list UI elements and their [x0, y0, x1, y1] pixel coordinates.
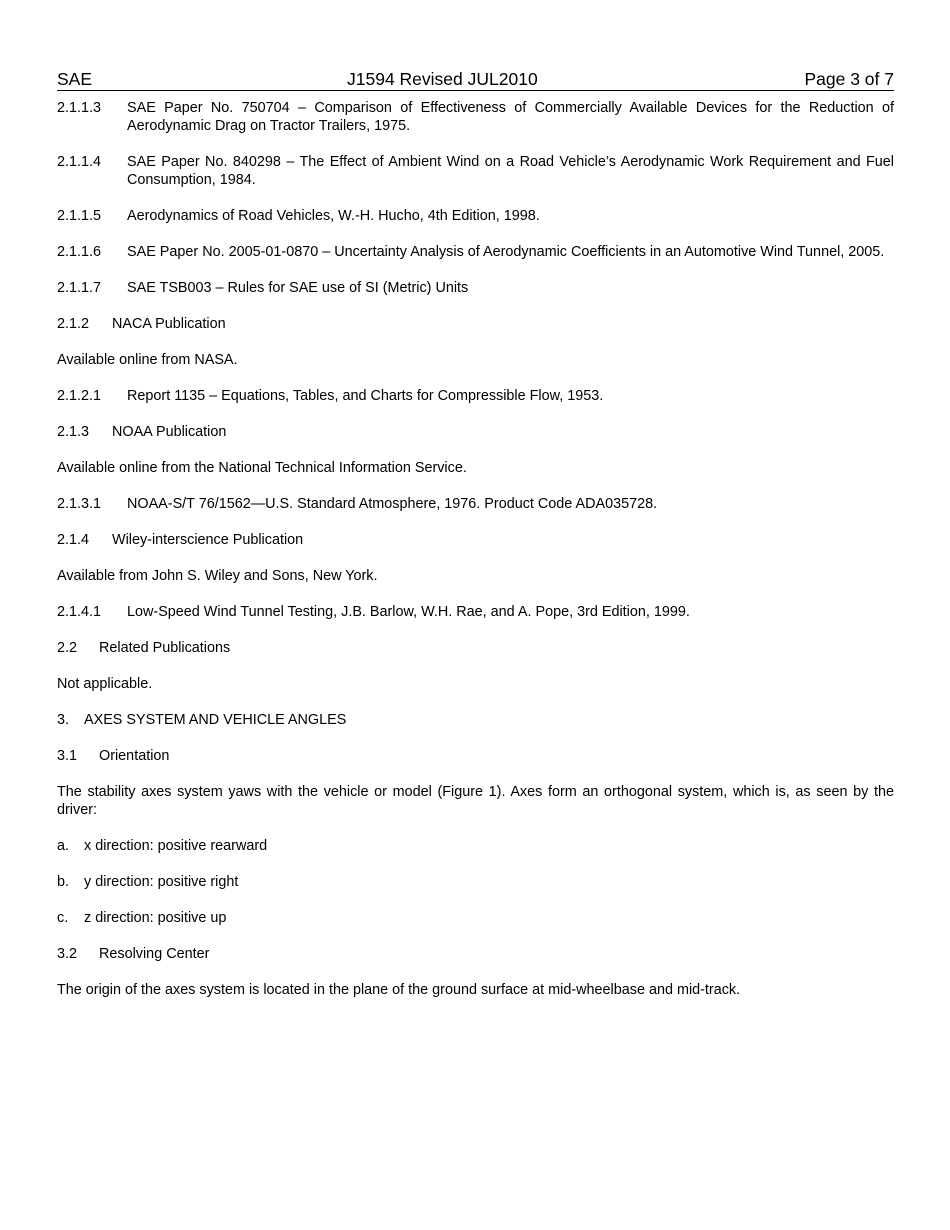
document-page — [57, 68, 894, 1017]
section-number: 2.1.1.4 — [57, 154, 102, 170]
section-heading — [57, 531, 894, 549]
section-text: Aerodynamics of Road Vehicles, W.-H. Hucho, 4th Edition, 1998. — [127, 208, 540, 224]
paragraph: Available online from the National Technical Information Service. — [57, 460, 467, 476]
section-heading — [57, 423, 894, 441]
section-title: NACA Publication — [112, 316, 226, 332]
header-page-number: Page 3 of 7 — [804, 69, 894, 89]
section-number: 2.1.1.6 — [57, 244, 102, 260]
section-title: AXES SYSTEM AND VEHICLE ANGLES — [84, 712, 347, 728]
section-number: 2.1.3.1 — [57, 496, 102, 512]
section-number: 2.2 — [57, 640, 78, 656]
list-item — [57, 873, 894, 891]
section-number: 2.1.4.1 — [57, 604, 102, 620]
section-text: Low-Speed Wind Tunnel Testing, J.B. Barlow, W.H. Rae, and A. Pope, 3rd Edition, 1999. — [127, 604, 690, 620]
reference-item — [57, 243, 894, 261]
reference-item — [57, 279, 894, 297]
page-header — [57, 68, 894, 91]
paragraph: Not applicable. — [57, 676, 153, 692]
list-marker: c. — [57, 910, 69, 926]
paragraph: The origin of the axes system is located in the plane of the ground surface at mid-wheelbase and mid-track. — [57, 982, 741, 998]
section-number: 3.1 — [57, 748, 78, 764]
section-number: 3. — [57, 712, 70, 728]
section-number: 2.1.2.1 — [57, 388, 102, 404]
header-doc-id: J1594 Revised JUL2010 — [347, 69, 538, 89]
reference-item — [57, 99, 894, 135]
list-text: x direction: positive rearward — [84, 838, 268, 854]
paragraph: The stability axes system yaws with the vehicle or model (Figure 1). Axes form an orthogonal system, which is, as seen by the driver: — [57, 784, 894, 818]
section-title: Resolving Center — [99, 946, 210, 962]
section-heading — [57, 711, 894, 729]
section-number: 2.1.1.5 — [57, 208, 102, 224]
section-title: Wiley-interscience Publication — [112, 532, 304, 548]
paragraph: Available online from NASA. — [57, 352, 238, 368]
reference-item — [57, 387, 894, 405]
section-title: NOAA Publication — [112, 424, 227, 440]
section-text: Report 1135 – Equations, Tables, and Charts for Compressible Flow, 1953. — [127, 388, 604, 404]
header-org: SAE — [57, 69, 93, 89]
list-marker: a. — [57, 838, 70, 854]
section-number: 2.1.3 — [57, 424, 90, 440]
section-text: SAE Paper No. 750704 – Comparison of Effectiveness of Commercially Available Devices for the Reduction of Aerodynamic Drag on Tractor Trailers, 1975. — [127, 100, 894, 134]
section-number: 2.1.2 — [57, 316, 90, 332]
reference-item — [57, 603, 894, 621]
list-item — [57, 909, 894, 927]
section-title: Related Publications — [99, 640, 231, 656]
paragraph: Available from John S. Wiley and Sons, New York. — [57, 568, 378, 584]
section-number: 3.2 — [57, 946, 78, 962]
section-number: 2.1.1.7 — [57, 280, 102, 296]
reference-item — [57, 207, 894, 225]
section-heading — [57, 639, 894, 657]
section-text: SAE Paper No. 840298 – The Effect of Ambient Wind on a Road Vehicle’s Aerodynamic Work Requirement and Fuel Consumption, 1984. — [127, 154, 894, 188]
reference-item — [57, 495, 894, 513]
section-heading — [57, 315, 894, 333]
section-number: 2.1.1.3 — [57, 100, 102, 116]
section-text: SAE TSB003 – Rules for SAE use of SI (Metric) Units — [127, 280, 469, 296]
section-number: 2.1.4 — [57, 532, 90, 548]
section-heading — [57, 945, 894, 963]
list-text: z direction: positive up — [84, 910, 227, 926]
list-marker: b. — [57, 874, 70, 890]
reference-item — [57, 153, 894, 189]
section-text: NOAA-S/T 76/1562—U.S. Standard Atmosphere, 1976. Product Code ADA035728. — [127, 496, 658, 512]
section-heading — [57, 747, 894, 765]
section-title: Orientation — [99, 748, 170, 764]
list-item — [57, 837, 894, 855]
list-text: y direction: positive right — [84, 874, 239, 890]
section-text: SAE Paper No. 2005-01-0870 – Uncertainty Analysis of Aerodynamic Coefficients in an Automotive Wind Tunnel, 2005. — [127, 244, 885, 260]
